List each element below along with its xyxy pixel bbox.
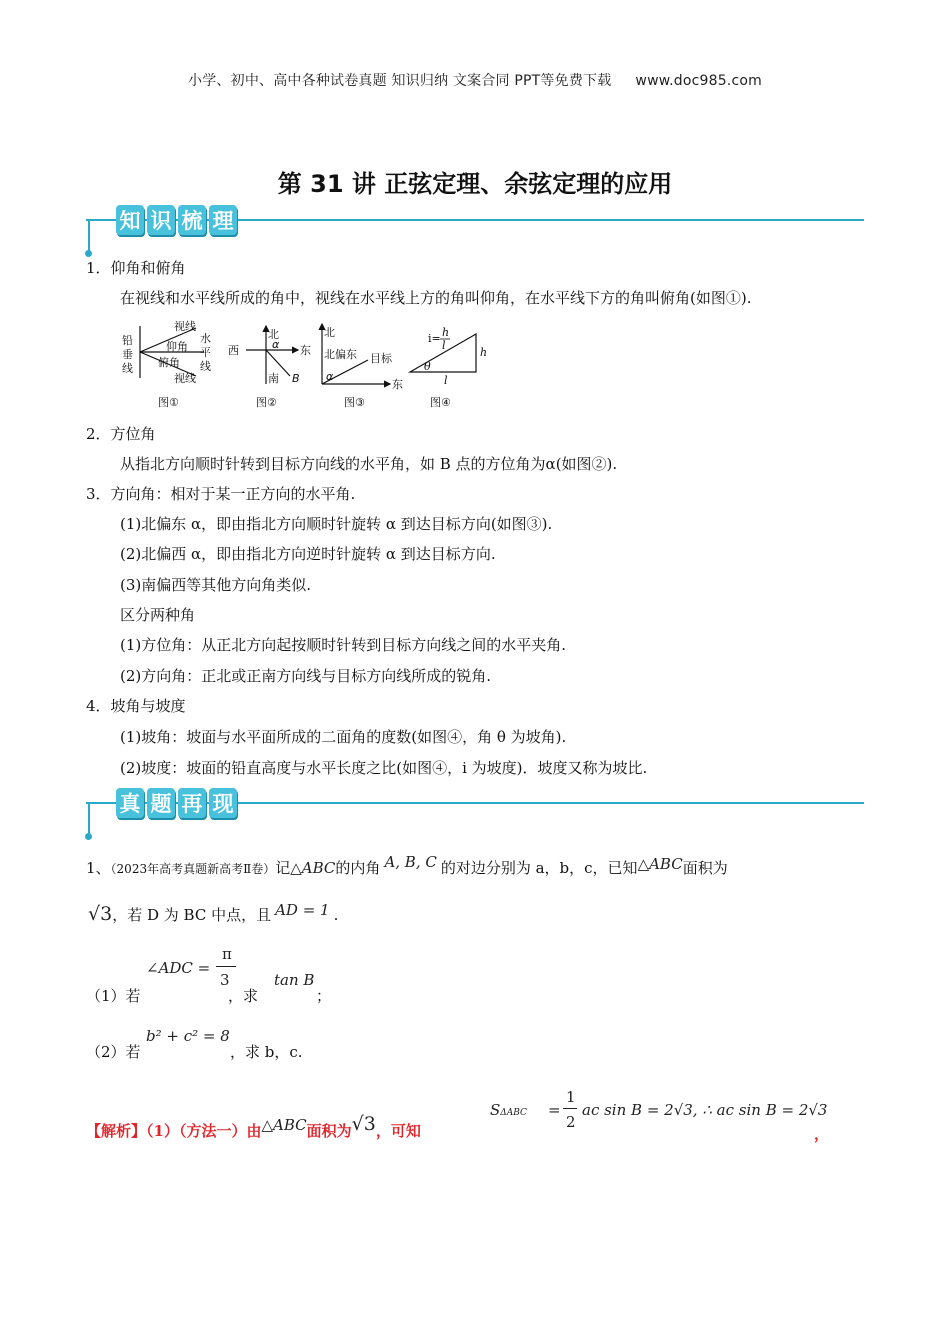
solution-s — [490, 1100, 527, 1123]
s3-item: 区分两种角 — [120, 606, 196, 624]
q1-three: 3 — [220, 971, 230, 989]
q1-comma: ，求 — [228, 987, 259, 1005]
problem-text: ，若 D 为 BC 中点，且 — [112, 906, 272, 924]
fig3-ne: 北偏东 — [324, 348, 357, 361]
solution-s-sub: ΔABC — [500, 1108, 527, 1118]
banner-char: 理 — [209, 205, 237, 235]
fig4-l: l — [444, 374, 448, 387]
fig1-hz3: 线 — [200, 360, 211, 373]
fig3-north: 北 — [324, 326, 335, 339]
fig2-west: 西 — [228, 344, 239, 357]
header-site: www.doc985.com — [635, 73, 762, 89]
fig1-hz1: 水 — [200, 332, 211, 345]
section-banner-exam — [86, 792, 864, 836]
s3-heading: 3．方向角：相对于某一正方向的水平角. — [86, 485, 356, 503]
figure-1 — [122, 319, 211, 409]
figure-2 — [228, 326, 311, 409]
fig1-hz2: 平 — [200, 346, 211, 359]
banner-vline — [88, 802, 90, 836]
fig1-sight-up-label: 视线 — [174, 320, 196, 333]
solution-formula: ac sin B = 2√3, ∴ ac sin B = 2√3 — [582, 1101, 828, 1119]
problem-text: 的内角 — [335, 859, 381, 877]
banner-char: 现 — [209, 788, 237, 818]
s3-item: (1)方位角：从正北方向起按顺时针转到目标方向线之间的水平夹角. — [120, 636, 567, 654]
fig3-alpha: α — [326, 370, 334, 383]
banner-dot — [85, 833, 92, 840]
solution-text: （1）（方法一）由 — [146, 1122, 262, 1140]
fig4-theta: θ — [424, 360, 431, 373]
q2-label: （2）若 — [86, 1043, 141, 1061]
fig1-elevation-label: 仰角 — [166, 340, 188, 353]
problem-text: 面积为 — [682, 859, 728, 877]
solution-one: 1 — [566, 1088, 576, 1106]
problem-line-2 — [88, 901, 339, 925]
solution-text: 面积为 — [306, 1122, 352, 1140]
banner-char: 题 — [147, 788, 175, 818]
banner-char: 真 — [116, 788, 144, 818]
fig2-south: 南 — [268, 372, 279, 385]
q1-label: （1）若 — [86, 987, 141, 1005]
problem-angles: A, B, C — [384, 853, 437, 871]
fig3-caption: 图③ — [344, 396, 365, 409]
section-banner-knowledge — [86, 209, 864, 253]
solution-text: ，可知 — [375, 1122, 421, 1140]
problem-text: 记 — [275, 859, 291, 877]
banner-char: 再 — [178, 788, 206, 818]
problem-triangle: △ABC — [290, 859, 336, 877]
s3-item: (2)北偏西 α，即由指北方向逆时针旋转 α 到达目标方向. — [120, 545, 496, 563]
page-header — [0, 70, 950, 90]
problem-text: 的对边分别为 a，b，c，已知 — [440, 859, 638, 877]
s4-item: (1)坡角：坡面与水平面所成的二面角的度数(如图④，角 θ 为坡角). — [120, 728, 567, 746]
banner-vline — [88, 219, 90, 253]
problem-source: （2023年高考真题新高考Ⅱ卷） — [110, 862, 276, 876]
problem-ad: AD = 1 — [275, 901, 330, 919]
solution-sqrt3: √3 — [351, 1113, 376, 1135]
q1-angle: ∠ADC = — [146, 959, 211, 977]
solution-comma: ， — [814, 1125, 830, 1143]
q2-end: ，求 b，c. — [230, 1043, 303, 1061]
problem-number: 1、 — [86, 859, 111, 877]
fig1-label-qian: 铅 — [122, 334, 133, 347]
q1-end: ； — [316, 987, 332, 1005]
q1-tan: tan B — [274, 971, 315, 989]
s1-heading: 1．仰角和俯角 — [86, 259, 186, 277]
fig2-north: 北 — [268, 328, 279, 341]
s4-heading: 4．坡角与坡度 — [86, 697, 186, 715]
page-title: 第 31 讲 正弦定理、余弦定理的应用 — [277, 170, 673, 198]
fig4-h: h — [480, 346, 488, 359]
fig2-caption: 图② — [256, 396, 277, 409]
fig1-caption: 图① — [158, 396, 179, 409]
problem-line-1 — [86, 853, 728, 879]
solution-line — [86, 1113, 421, 1141]
banner-char: 梳 — [178, 205, 206, 235]
q2-eq: b² + c² = 8 — [146, 1027, 230, 1045]
figures-row — [118, 318, 498, 413]
fig4-caption: 图④ — [430, 396, 451, 409]
fig4-h-num: h — [442, 326, 450, 339]
fig1-sight-down-label: 视线 — [174, 372, 196, 385]
fig1-depression-label: 俯角 — [158, 356, 180, 369]
fig2-east: 东 — [300, 344, 311, 357]
fig1-label-xian: 线 — [122, 362, 133, 375]
q1-frac-line — [216, 966, 236, 967]
s4-item: (2)坡度：坡面的铅直高度与水平长度之比(如图④，i 为坡度)．坡度又称为坡比. — [120, 759, 648, 777]
fig1-label-chui: 垂 — [122, 348, 133, 361]
s2-body: 从指北方向顺时针转到目标方向线的水平角，如 B 点的方位角为α(如图②). — [120, 455, 618, 473]
solution-two: 2 — [566, 1113, 576, 1131]
banner-dot — [85, 250, 92, 257]
solution-triangle: △ABC — [261, 1116, 307, 1134]
fig4-i-eq: i= — [428, 332, 441, 345]
problem-text: . — [333, 906, 339, 924]
s3-item: (1)北偏东 α，即由指北方向顺时针旋转 α 到达目标方向(如图③). — [120, 515, 553, 533]
fig4-l-den: l — [442, 339, 446, 352]
solution-s-letter: S — [490, 1101, 501, 1119]
problem-sqrt3: √3 — [88, 903, 113, 925]
banner-char: 知 — [116, 205, 144, 235]
figure-3 — [322, 324, 403, 409]
s1-body: 在视线和水平线所成的角中，视线在水平线上方的角叫仰角，在水平线下方的角叫俯角(如图①). — [120, 289, 752, 307]
s3-item: (2)方向角：正北或正南方向线与目标方向线所成的锐角. — [120, 667, 492, 685]
solution-frac-line — [563, 1108, 577, 1109]
fig2-b: B — [292, 372, 300, 385]
s3-item: (3)南偏西等其他方向角类似. — [120, 576, 312, 594]
banner-char: 识 — [147, 205, 175, 235]
s2-heading: 2．方位角 — [86, 425, 156, 443]
figure-4 — [410, 326, 487, 409]
problem-triangle: △ABC — [637, 855, 683, 873]
q1-pi: π — [222, 945, 232, 963]
solution-label: 【解析】 — [86, 1122, 147, 1140]
fig3-target: 目标 — [370, 352, 392, 365]
fig3-east: 东 — [392, 378, 403, 391]
fig2-alpha: α — [272, 338, 280, 351]
header-text: 小学、初中、高中各种试卷真题 知识归纳 文案合同 PPT等免费下载 — [188, 73, 612, 89]
solution-eq: = — [548, 1101, 561, 1119]
